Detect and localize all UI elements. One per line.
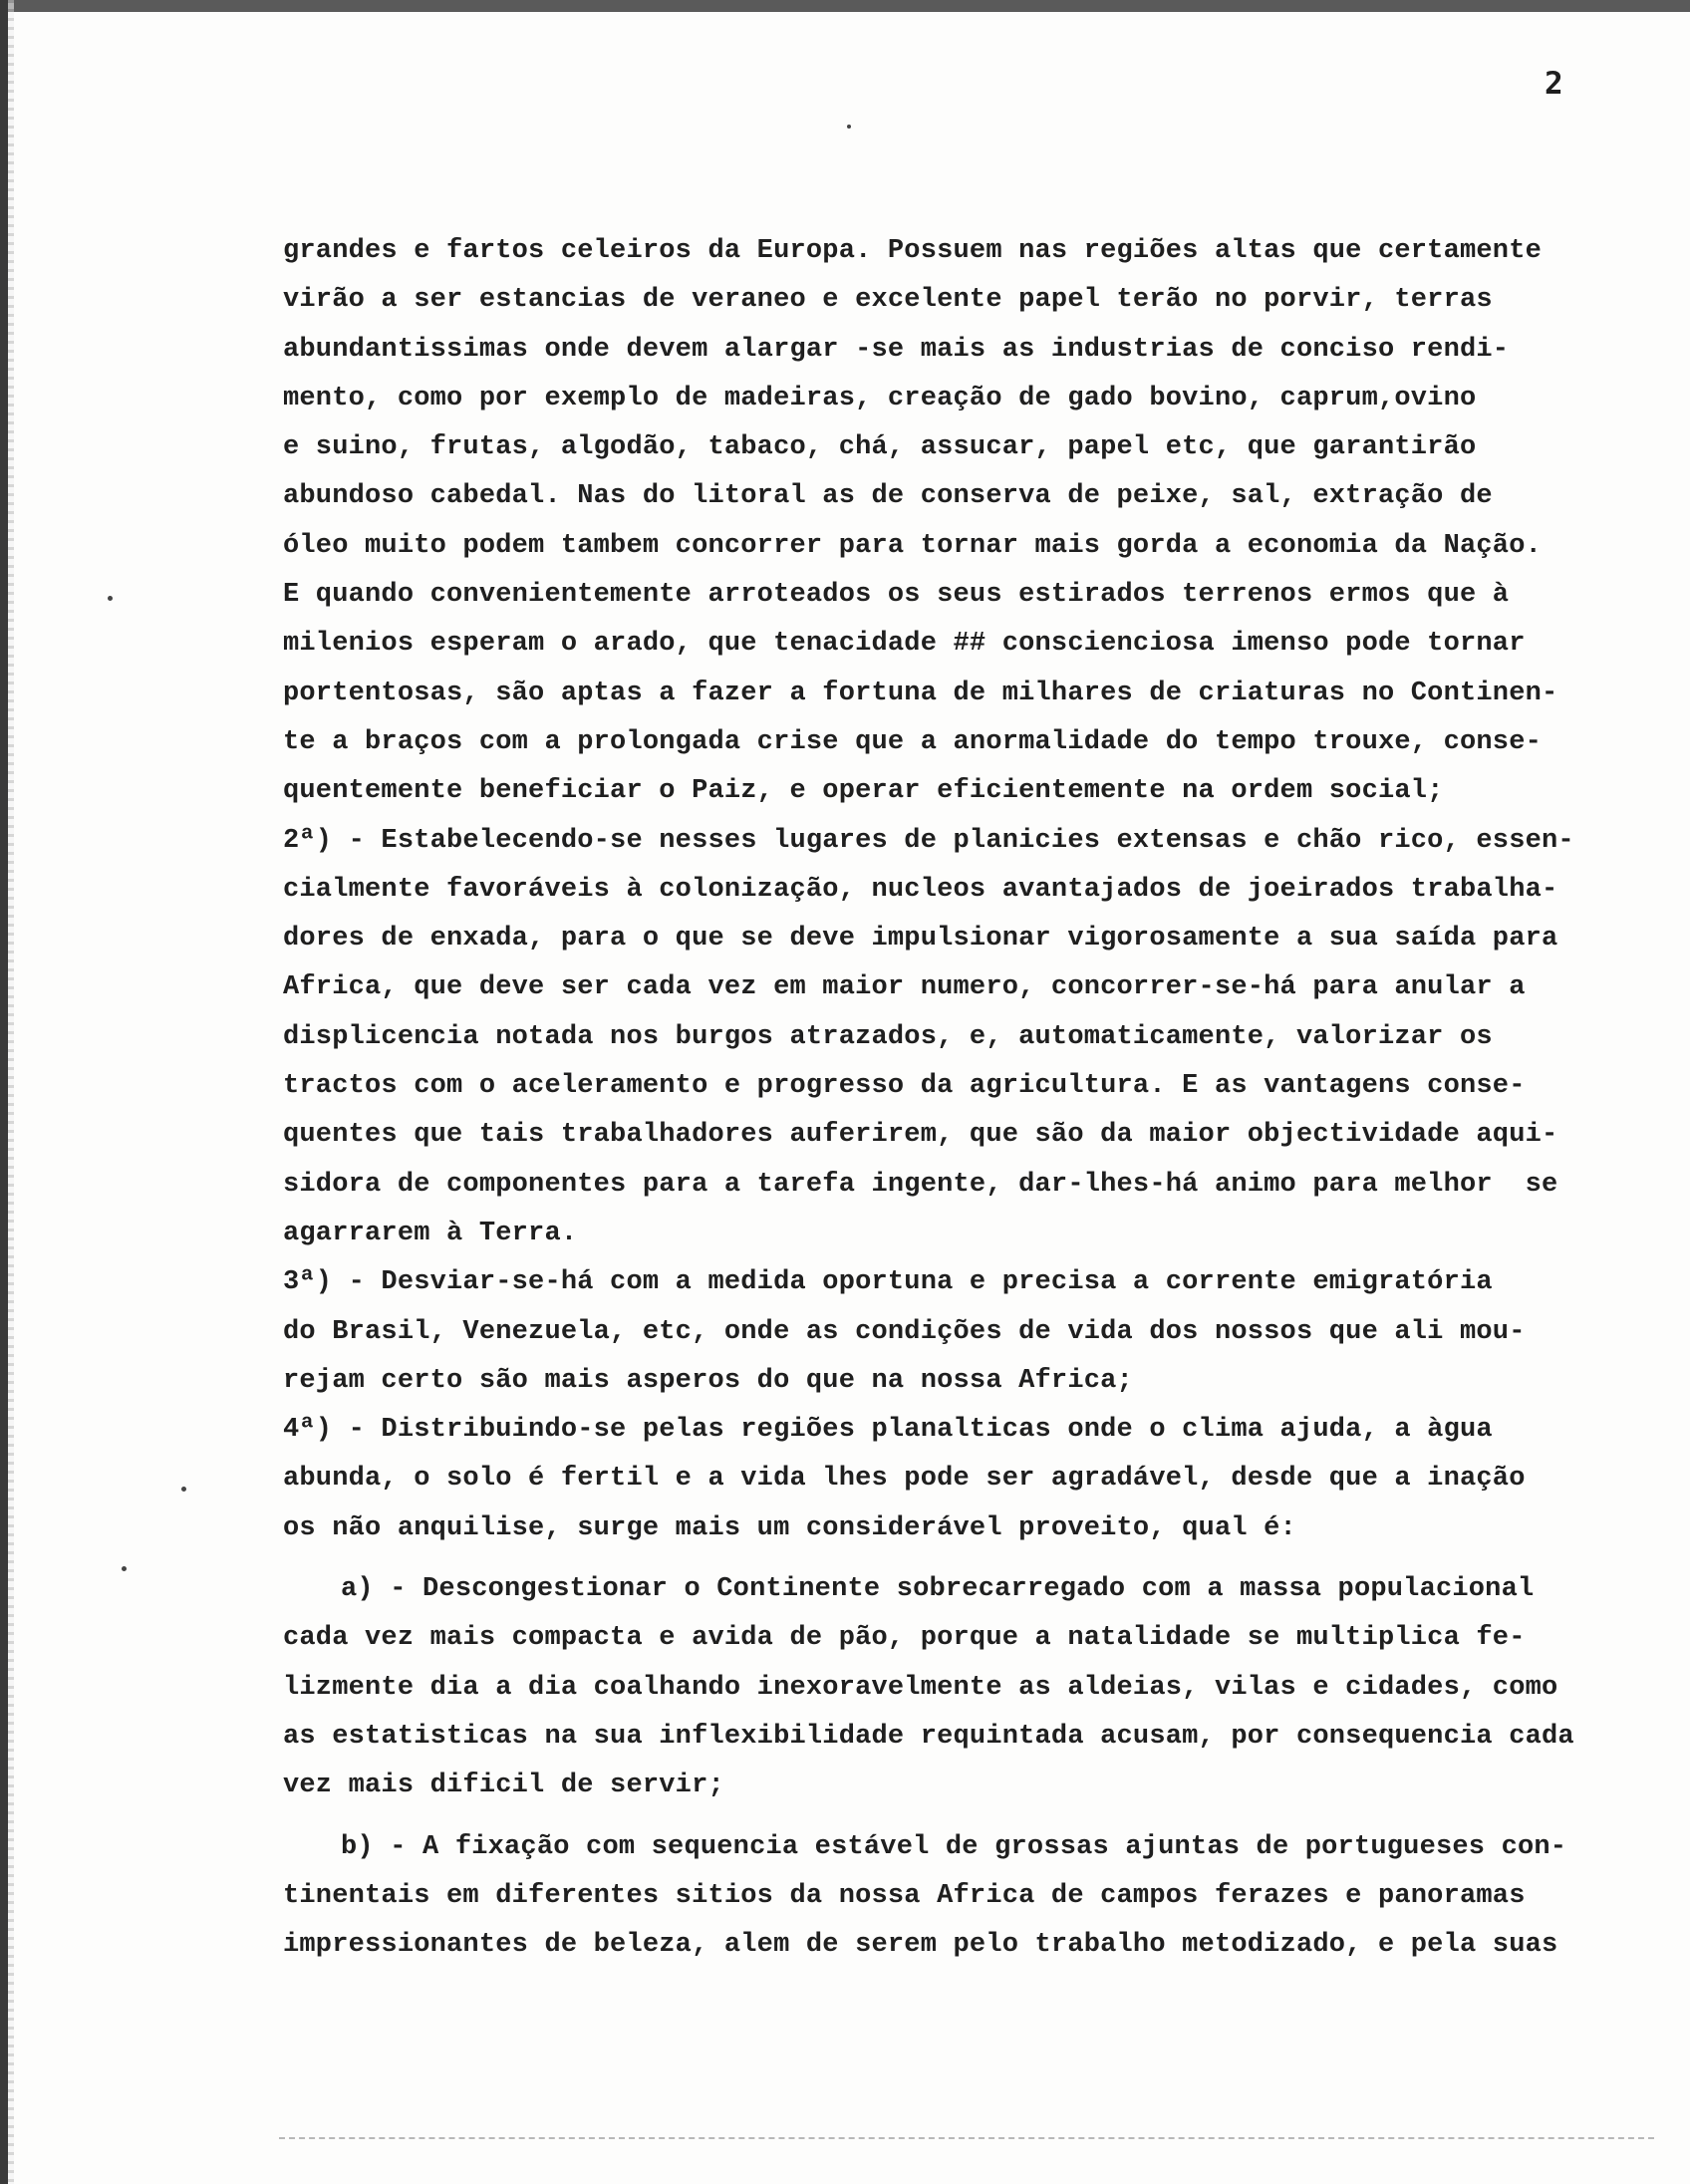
scan-speck xyxy=(847,125,851,129)
scan-left-speckle xyxy=(8,0,14,2184)
text-line: Africa, que deve ser cada vez em maior numero, concorrer-se-há para anular a xyxy=(283,972,1526,1003)
scan-speck xyxy=(122,1566,127,1571)
text-line: quentemente beneficiar o Paiz, e operar eficientemente na ordem social; xyxy=(283,776,1444,807)
scan-speck xyxy=(181,1487,186,1492)
scan-left-edge xyxy=(0,0,8,2184)
text-line: virão a ser estancias de veraneo e excelente papel terão no porvir, terras xyxy=(283,285,1493,316)
text-line: as estatisticas na sua inflexibilidade requintada acusam, por consequencia cada xyxy=(283,1721,1574,1752)
text-line: cada vez mais compacta e avida de pão, porque a natalidade se multiplica fe- xyxy=(283,1623,1526,1654)
text-line: milenios esperam o arado, que tenacidade ## conscienciosa imenso pode tornar xyxy=(283,629,1526,660)
text-line: abunda, o solo é fertil e a vida lhes pode ser agradável, desde que a inação xyxy=(283,1464,1526,1495)
text-line: te a braços com a prolongada crise que a anormalidade do tempo trouxe, conse- xyxy=(283,726,1543,757)
text-line: dores de enxada, para o que se deve impulsionar vigorosamente a sua saída para xyxy=(283,924,1558,955)
text-line: lizmente dia a dia coalhando inexoravelmente as aldeias, vilas e cidades, como xyxy=(283,1672,1558,1703)
page-number: 2 xyxy=(1545,66,1563,102)
text-line: 4ª) - Distribuindo-se pelas regiões planalticas onde o clima ajuda, a àgua xyxy=(283,1415,1493,1446)
text-line: cialmente favoráveis à colonização, nucleos avantajados de joeirados trabalha- xyxy=(283,874,1558,905)
text-line: displicencia notada nos burgos atrazados, e, automaticamente, valorizar os xyxy=(283,1021,1493,1052)
text-line: e suino, frutas, algodão, tabaco, chá, assucar, papel etc, que garantirão xyxy=(283,432,1477,463)
text-line: a) - Descongestionar o Continente sobrecarregado com a massa populacional xyxy=(341,1574,1535,1605)
text-line: agarrarem à Terra. xyxy=(283,1218,578,1248)
text-line: 3ª) - Desviar-se-há com a medida oportuna e precisa a corrente emigratória xyxy=(283,1267,1493,1298)
text-line: abundoso cabedal. Nas do litoral as de conserva de peixe, sal, extração de xyxy=(283,481,1493,512)
bottom-dashed-rule xyxy=(279,2137,1654,2139)
text-line: tractos com o aceleramento e progresso da agricultura. E as vantagens conse- xyxy=(283,1071,1526,1102)
text-line: sidora de componentes para a tarefa ingente, dar-lhes-há animo para melhor se xyxy=(283,1169,1558,1200)
text-line: vez mais dificil de servir; xyxy=(283,1771,724,1801)
text-line: abundantissimas onde devem alargar -se mais as industrias de conciso rendi- xyxy=(283,334,1510,365)
text-line: 2ª) - Estabelecendo-se nesses lugares de planicies extensas e chão rico, essen- xyxy=(283,825,1574,856)
text-line: tinentais em diferentes sitios da nossa Africa de campos ferazes e panoramas xyxy=(283,1880,1526,1911)
text-line: portentosas, são aptas a fazer a fortuna de milhares de criaturas no Continen- xyxy=(283,678,1558,708)
text-line: quentes que tais trabalhadores auferirem, que são da maior objectividade aqui- xyxy=(283,1120,1558,1151)
text-line: rejam certo são mais asperos do que na nossa Africa; xyxy=(283,1365,1133,1396)
scan-speck xyxy=(108,596,113,601)
text-line: óleo muito podem tambem concorrer para tornar mais gorda a economia da Nação. xyxy=(283,530,1543,561)
text-line: impressionantes de beleza, alem de serem pelo trabalho metodizado, e pela suas xyxy=(283,1930,1558,1961)
text-line: grandes e fartos celeiros da Europa. Possuem nas regiões altas que certamente xyxy=(283,236,1543,266)
scan-top-edge xyxy=(0,0,1690,12)
typed-body-text xyxy=(283,227,1618,1970)
text-line: os não anquilise, surge mais um considerável proveito, qual é: xyxy=(283,1512,1296,1543)
text-line: E quando convenientemente arroteados os seus estirados terrenos ermos que à xyxy=(283,580,1510,611)
text-line: do Brasil, Venezuela, etc, onde as condições de vida dos nossos que ali mou- xyxy=(283,1316,1526,1347)
text-line: b) - A fixação com sequencia estável de grossas ajuntas de portugueses con- xyxy=(341,1831,1567,1862)
text-line: mento, como por exemplo de madeiras, creação de gado bovino, caprum,ovino xyxy=(283,383,1477,413)
